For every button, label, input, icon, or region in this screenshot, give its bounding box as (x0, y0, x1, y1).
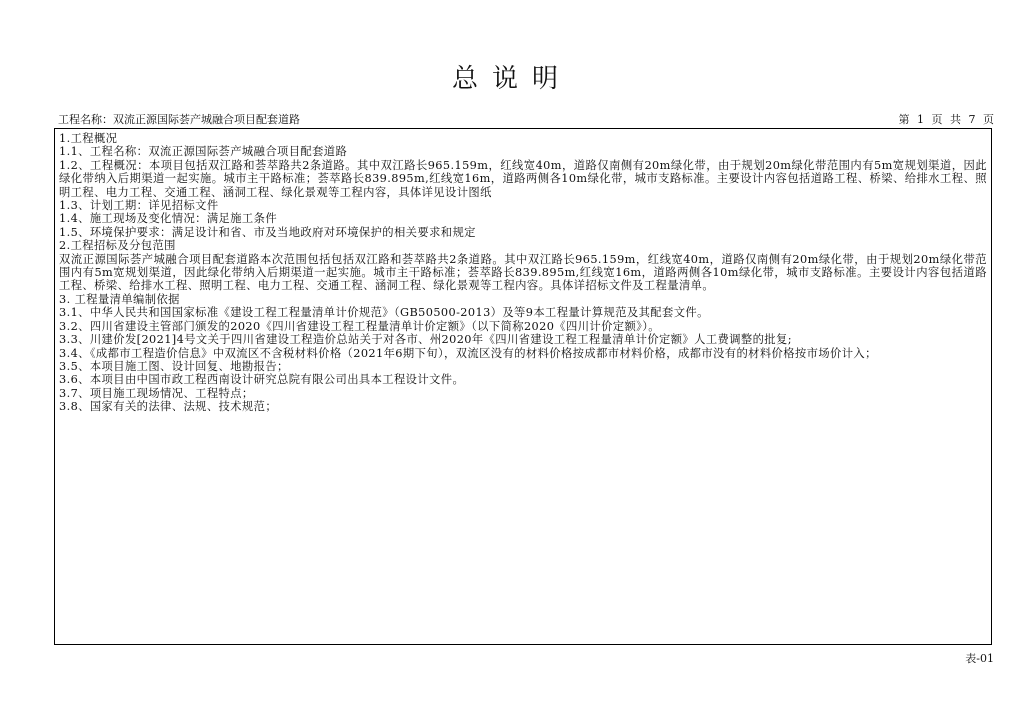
paragraph: 3.4、《成都市工程造价信息》中双流区不含税材料价格（2021年6期下旬），双流区没有的材料价格按成都市材料价格，成都市没有的材料价格按市场价计入； (59, 346, 877, 360)
content-body (55, 129, 991, 414)
paragraph: 3.7、项目施工现场情况、工程特点； (59, 386, 254, 400)
paragraph: 3.5、本项目施工图、设计回复、地勘报告； (59, 359, 289, 373)
paragraph: 1.2、工程概况：本项目包括双江路和荟萃路共2条道路。其中双江路长965.159m，红线宽40m，道路仅南侧有20m绿化带，由于规划20m绿化带范围内有5m宽规划渠道，因此绿化带纳入后期渠道一起实施。城市主干路标准；荟萃路长839.895m,红线宽16m，道路两侧各10m绿化带，城市支路标准。主要设计内容包括道路工程、桥梁、给排水工程、照明工程、电力工程、交通工程、涵洞工程、绿化景观等工程内容，具体详见设计图纸 (59, 158, 987, 199)
paragraph: 3.8、国家有关的法律、法规、技术规范； (59, 400, 278, 414)
paragraph: 3.3、川建价发[2021]4号文关于四川省建设工程造价总站关于对各市、州2020年《四川省建设工程工程量清单计价定额》人工费调整的批复; (59, 333, 792, 347)
paragraph: 双流正源国际荟产城融合项目配套道路本次范围包括包括双江路和荟萃路共2条道路。其中双江路长965.159m，红线宽40m，道路仅南侧有20m绿化带，由于规划20m绿化带范围内有5m宽规划渠道，因此绿化带纳入后期渠道一起实施。城市主干路标准；荟萃路长839.895m,红线宽16m，道路两侧各10m绿化带，城市支路标准。主要设计内容包括道路工程、桥梁、给排水工程、照明工程、电力工程、交通工程、涵洞工程、绿化景观等工程内容。具体详招标文件及工程量清单。 (59, 252, 987, 293)
section-heading: 3. 工程量清单编制依据 (59, 292, 180, 306)
header-meta (58, 112, 994, 128)
section-heading: 2.工程招标及分包范围 (59, 239, 176, 253)
paragraph: 3.2、四川省建设主管部门颁发的2020《四川省建设工程工程量清单计价定额》（以下简称2020《四川计价定额》）。 (59, 319, 660, 333)
section-heading: 1.工程概况 (59, 132, 118, 145)
page-number: 第 1 页 共 7 页 (898, 113, 994, 126)
paragraph: 1.5、环境保护要求：满足设计和省、市及当地政府对环境保护的相关要求和规定 (59, 225, 476, 239)
page-title: 总说明 (451, 64, 572, 94)
paragraph: 1.1、工程名称：双流正源国际荟产城融合项目配套道路 (59, 145, 348, 159)
paragraph: 3.1、中华人民共和国国家标准《建设工程工程量清单计价规范》（GB50500-2013）及等9本工程量计算规范及其配套文件。 (59, 306, 709, 320)
content-frame (54, 128, 992, 645)
paragraph: 1.3、计划工期：详见招标文件 (59, 199, 219, 213)
paragraph: 3.6、本项目由中国市政工程西南设计研究总院有限公司出具本工程设计文件。 (59, 373, 465, 387)
form-code: 表-01 (965, 652, 994, 665)
paragraph: 1.4、施工现场及变化情况：满足施工条件 (59, 212, 278, 226)
project-name: 工程名称：双流正源国际荟产城融合项目配套道路 (58, 113, 300, 126)
